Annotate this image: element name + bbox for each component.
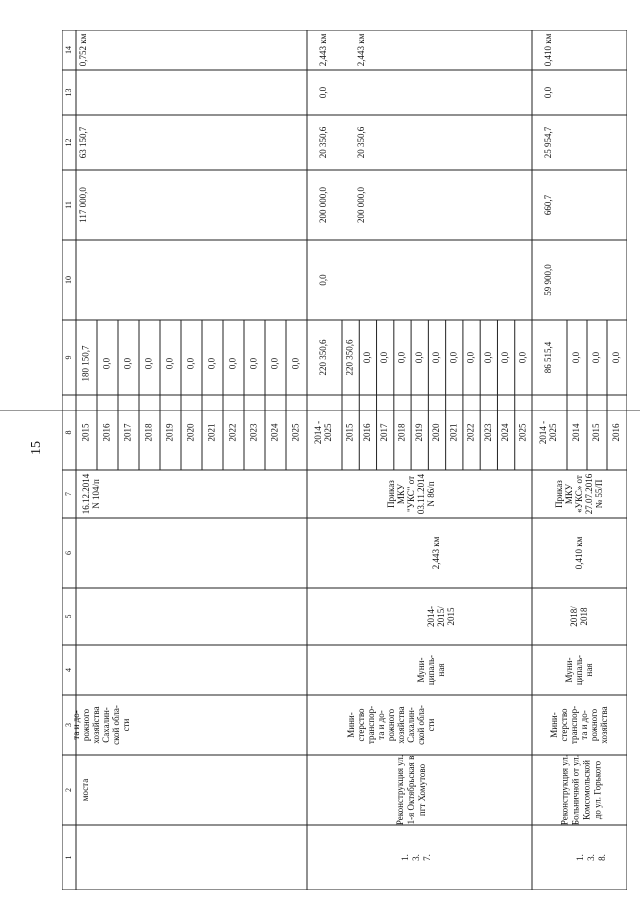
p2-responsible-line: стерство <box>559 708 570 742</box>
column-number <box>64 492 73 496</box>
p1-year-line: 2021 <box>448 423 459 442</box>
cont-name-line: моста <box>80 778 91 802</box>
p1-responsible-line: ской обла- <box>416 705 427 745</box>
p1-col13-line: 0,0 <box>318 86 329 99</box>
cont-responsible-line: Сахалин- <box>101 707 112 743</box>
p2-total-period-line: 2025 <box>548 423 559 442</box>
cont-col11 <box>78 187 88 223</box>
column-number <box>64 201 73 209</box>
column-number-line: 4 <box>63 668 73 672</box>
column-number-line: 5 <box>63 614 73 619</box>
cont-col9-value <box>249 357 259 369</box>
column-number <box>64 856 73 860</box>
p2-col9-value-line: 0,0 <box>611 351 622 364</box>
column-number <box>64 46 73 54</box>
cont-year <box>186 423 196 442</box>
column-number-line: 11 <box>63 201 73 209</box>
p2-basis-line: Приказ <box>554 480 565 508</box>
p1-col14-total <box>318 33 328 66</box>
cont-col9-value-line: 0,0 <box>143 357 154 370</box>
p1-col9-value-line: 0,0 <box>361 351 372 364</box>
p1-col14-row <box>356 33 366 66</box>
cont-responsible-line: рожного <box>81 708 92 742</box>
p2-total-period-line: 2014 - <box>538 420 549 445</box>
p1-year <box>500 423 510 442</box>
p2-total-period <box>538 421 558 444</box>
cont-year-line: 2015 <box>80 423 91 442</box>
p2-number-line: 1. <box>575 854 586 861</box>
p2-responsible-line: рожного <box>589 708 600 742</box>
column-number <box>64 276 73 284</box>
p2-name-line: до ул. Горького <box>592 760 603 820</box>
p1-col9-value-line: 220 350,6 <box>344 339 355 376</box>
p1-col12-row-line: 20 350,6 <box>356 126 367 159</box>
p2-name-line: Больничной от ул. <box>570 754 581 826</box>
p1-number <box>400 854 432 861</box>
p1-col9-value <box>431 351 441 363</box>
p1-year <box>466 424 476 442</box>
column-number <box>64 431 73 435</box>
column-number-line: 10 <box>63 276 73 284</box>
p1-col9-value-line: 0,0 <box>431 351 442 364</box>
cont-col9-value <box>291 357 301 369</box>
cont-basis-line: N 104/п <box>91 479 102 509</box>
cont-year <box>207 424 217 442</box>
p1-col14-total-line: 2,443 км <box>318 33 329 67</box>
cont-year <box>123 423 133 442</box>
p2-responsible-line: транспор- <box>569 705 580 745</box>
p1-responsible-line: стерство <box>356 708 367 742</box>
cont-year-line: 2023 <box>248 423 259 442</box>
cont-year <box>144 423 154 442</box>
p1-ownership-line: ная <box>436 663 447 677</box>
p1-year <box>379 423 389 442</box>
p1-year <box>345 423 355 442</box>
p1-col12-total <box>318 126 328 158</box>
p2-col13 <box>543 86 553 98</box>
p1-col9-total <box>318 339 328 376</box>
cont-col14-line: 0,752 км <box>78 33 89 67</box>
p1-year-line: 2015 <box>344 423 355 442</box>
cont-year <box>291 423 301 442</box>
p2-responsible-line: та и до- <box>579 710 590 740</box>
p1-year-line: 2022 <box>465 423 476 442</box>
p1-year-line: 2018 <box>396 423 407 442</box>
p2-col10-line: 59 900,0 <box>543 264 554 296</box>
cont-col9-value-line: 0,0 <box>185 357 196 370</box>
p1-col14-row-line: 2,443 км <box>356 33 367 67</box>
cont-year <box>165 423 175 442</box>
p2-year-line: 2015 <box>591 423 602 442</box>
p2-col10 <box>543 264 553 296</box>
cont-col9-value-line: 0,0 <box>248 357 259 370</box>
column-number <box>64 551 73 555</box>
p1-col12-row <box>356 126 366 158</box>
cont-col9-value <box>102 357 112 369</box>
p2-name-line: Реконструкция ул. <box>559 754 570 826</box>
p2-year <box>571 423 581 442</box>
p2-col9-value <box>611 351 621 363</box>
cont-year <box>228 424 238 442</box>
p1-capacity <box>431 536 441 569</box>
p2-col11 <box>543 194 553 215</box>
cont-col9-value <box>144 357 154 369</box>
cont-col9-value-line: 0,0 <box>206 357 217 370</box>
p1-total-period-line: 2025 <box>323 423 334 442</box>
p2-period <box>569 606 589 627</box>
p1-year <box>414 423 424 442</box>
p1-col9-value <box>379 351 389 363</box>
p1-year-line: 2017 <box>379 423 390 442</box>
cont-year <box>102 423 112 442</box>
p1-year <box>483 423 493 442</box>
p2-responsible-line: хозяйства <box>599 706 610 744</box>
p2-period-line: 2018 <box>579 607 590 626</box>
p1-responsible-line: рожного <box>386 708 397 742</box>
p2-ownership-line: ципаль- <box>574 654 585 686</box>
p1-total-period <box>313 421 333 444</box>
p2-period-line: 2018/ <box>569 606 580 627</box>
p1-name-line: 1-я Октябрьская в <box>406 755 417 825</box>
cont-col14 <box>78 33 88 66</box>
p1-year-line: 2025 <box>517 423 528 442</box>
p2-col13-line: 0,0 <box>543 86 554 99</box>
p1-col9-value <box>517 351 527 363</box>
p2-col9-total <box>543 341 553 373</box>
column-number <box>64 615 73 619</box>
cont-year-line: 2019 <box>164 423 175 442</box>
p2-capacity-line: 0,410 км <box>574 536 585 570</box>
p1-name-line: пгт Хомутово <box>417 763 428 817</box>
p1-col11-total <box>318 187 328 224</box>
p1-year <box>448 424 458 442</box>
p1-responsible-line: та и до- <box>376 710 387 740</box>
cont-year <box>270 423 280 442</box>
p1-col11-row <box>356 187 366 224</box>
p1-number-line: 1. <box>400 854 411 861</box>
p1-col9-value <box>362 351 372 363</box>
p2-col12-line: 25 954,7 <box>543 126 554 159</box>
cont-col9-value <box>123 357 133 369</box>
cont-col9-value-line: 0,0 <box>269 357 280 370</box>
cont-year-line: 2017 <box>122 423 133 442</box>
p2-year-line: 2014 <box>571 423 582 442</box>
p1-col9-value-line: 0,0 <box>482 351 493 364</box>
p1-basis-line: Приказ <box>386 480 397 508</box>
p1-name <box>395 755 427 825</box>
p2-basis-line: «УКС» от <box>574 475 585 513</box>
column-number-line: 2 <box>63 788 73 792</box>
p1-period-line: 2015 <box>446 607 457 626</box>
column-number-line: 12 <box>63 138 73 147</box>
p1-col12-total-line: 20 350,6 <box>318 126 329 159</box>
p1-col9-value <box>500 351 510 363</box>
p1-basis-line: "УКС" от <box>406 475 417 513</box>
cont-responsible-line: сти <box>121 718 132 732</box>
p1-year <box>362 423 372 442</box>
p1-year <box>517 423 527 442</box>
cont-col9-value <box>165 357 175 369</box>
p2-col9-value <box>571 351 581 363</box>
p1-number-line: 3. <box>411 854 422 861</box>
p1-year-line: 2019 <box>413 423 424 442</box>
column-number-line: 6 <box>63 551 73 555</box>
cont-basis-line: 16.12.2014 <box>81 473 92 515</box>
p2-year <box>611 423 621 442</box>
cont-col9-value <box>186 357 196 369</box>
p1-responsible-line: сти <box>426 718 437 732</box>
p1-name-line: Реконструкция ул. <box>395 754 406 826</box>
column-number-line: 3 <box>63 723 73 727</box>
p2-number-line: 3. <box>586 854 597 861</box>
p1-period-line: 2015/ <box>436 606 447 627</box>
p2-year-line: 2016 <box>611 423 622 442</box>
p1-year-line: 2020 <box>431 423 442 442</box>
p2-name-line: Комсомольской <box>581 760 592 820</box>
column-number <box>64 89 73 97</box>
p1-ownership-line: ципаль- <box>426 654 437 686</box>
p1-col9-value-line: 0,0 <box>396 351 407 364</box>
p1-col10 <box>318 274 328 286</box>
p2-ownership-line: Муни- <box>564 657 575 683</box>
p1-col11-row-line: 200 000,0 <box>356 187 367 223</box>
cont-col11-line: 117 000,0 <box>78 187 89 223</box>
column-number <box>64 139 73 147</box>
p1-col9-value <box>483 351 493 363</box>
cont-basis <box>81 473 101 514</box>
p1-col9-value-line: 0,0 <box>448 351 459 364</box>
p1-responsible <box>346 705 436 745</box>
cont-year <box>81 423 91 442</box>
p2-basis-line: МКУ <box>564 483 575 505</box>
p2-col9-value <box>591 351 601 363</box>
column-number-line: 13 <box>63 88 73 97</box>
p2-basis <box>554 473 604 514</box>
p1-col9-value <box>466 351 476 363</box>
p1-col9-value <box>448 351 458 363</box>
cont-responsible-line: та и до- <box>71 710 82 740</box>
p1-col9-value-line: 0,0 <box>517 351 528 364</box>
p1-responsible-line: транспор- <box>366 705 377 745</box>
p1-capacity-line: 2,443 км <box>431 536 442 570</box>
p1-col9-value-line: 0,0 <box>413 351 424 364</box>
p1-basis-line: МКУ <box>396 483 407 505</box>
cont-col9-value-line: 0,0 <box>101 357 112 370</box>
p1-col9-value-line: 0,0 <box>465 351 476 364</box>
cont-responsible-line: хозяйства <box>91 706 102 744</box>
p2-year <box>591 423 601 442</box>
p2-basis-line: 27.07.2016 <box>584 473 595 515</box>
p1-col11-total-line: 200 000,0 <box>318 187 329 223</box>
p2-col14 <box>543 33 553 66</box>
p1-year-line: 2023 <box>482 423 493 442</box>
p2-col9-value-line: 0,0 <box>591 351 602 364</box>
cont-year-line: 2021 <box>206 423 217 442</box>
p2-basis-line: № 55/П <box>594 479 605 509</box>
p2-responsible <box>549 706 609 744</box>
p1-col9-value <box>345 339 355 376</box>
column-number-line: 14 <box>63 46 73 54</box>
p1-col9-value <box>397 351 407 363</box>
p2-ownership-line: ная <box>584 663 595 677</box>
p1-basis <box>386 473 436 514</box>
cont-col9-value-line: 0,0 <box>290 357 301 370</box>
p2-number <box>575 854 607 861</box>
cont-col12 <box>78 126 88 158</box>
p2-col9-total-line: 86 515,4 <box>543 341 554 374</box>
p1-col9-total-line: 220 350,6 <box>318 339 329 376</box>
cont-year-line: 2024 <box>269 423 280 442</box>
p1-ownership <box>416 655 446 685</box>
p1-ownership-line: Муни- <box>416 657 427 683</box>
p2-col14-line: 0,410 км <box>543 33 554 67</box>
p1-col9-value-line: 0,0 <box>379 351 390 364</box>
cont-year <box>249 423 259 442</box>
p1-period <box>426 606 456 627</box>
page-number: 15 <box>29 441 44 455</box>
p1-col13 <box>318 86 328 98</box>
column-number-line: 7 <box>63 492 73 496</box>
cont-col9-value <box>207 357 217 369</box>
p1-basis-line: 03.11.2014 <box>416 473 427 515</box>
data-table <box>62 30 627 890</box>
cont-col9-value-line: 180 150,7 <box>80 345 91 382</box>
p1-responsible-line: хозяйства <box>396 706 407 744</box>
p1-col9-value <box>414 351 424 363</box>
p1-year <box>397 423 407 442</box>
p1-year-line: 2016 <box>361 423 372 442</box>
p1-number-line: 7. <box>422 854 433 861</box>
p1-responsible-line: Мини- <box>346 712 357 738</box>
cont-name <box>80 779 90 801</box>
p1-col9-value-line: 0,0 <box>500 351 511 364</box>
column-number-line: 9 <box>63 355 73 360</box>
cont-responsible-line: ской обла- <box>111 705 122 745</box>
cont-year-line: 2022 <box>227 423 238 442</box>
p1-period-line: 2014- <box>426 606 437 627</box>
p2-col11-line: 660,7 <box>543 194 554 216</box>
cont-col9-value-line: 0,0 <box>164 357 175 370</box>
p2-col12 <box>543 126 553 158</box>
column-number-line: 1 <box>63 855 73 860</box>
p1-basis-line: N 86/п <box>426 481 437 507</box>
p2-number-line: 8. <box>597 854 608 861</box>
cont-col9-value-line: 0,0 <box>122 357 133 370</box>
cont-year-line: 2016 <box>101 423 112 442</box>
p1-total-period-line: 2014 - <box>313 420 324 445</box>
cont-year-line: 2025 <box>290 423 301 442</box>
cont-year-line: 2018 <box>143 423 154 442</box>
p2-capacity <box>574 536 584 569</box>
cont-col9-value <box>81 345 91 382</box>
cont-col9-value-line: 0,0 <box>227 357 238 370</box>
column-number <box>64 356 73 360</box>
p1-col10-line: 0,0 <box>318 274 329 286</box>
column-number <box>64 668 73 672</box>
cont-col12-line: 63 150,7 <box>78 126 89 159</box>
p2-name <box>560 755 603 825</box>
p1-responsible-line: Сахалин- <box>406 707 417 743</box>
cont-col9-value <box>270 357 280 369</box>
p2-responsible-line: Мини- <box>549 712 560 738</box>
column-number-line: 8 <box>63 430 73 435</box>
p2-ownership <box>564 655 594 685</box>
column-number <box>64 788 73 792</box>
cont-year-line: 2020 <box>185 423 196 442</box>
cont-responsible <box>71 705 131 745</box>
cont-col9-value <box>228 357 238 369</box>
p2-col9-value-line: 0,0 <box>571 351 582 364</box>
p1-year <box>431 423 441 442</box>
p1-year-line: 2024 <box>500 423 511 442</box>
